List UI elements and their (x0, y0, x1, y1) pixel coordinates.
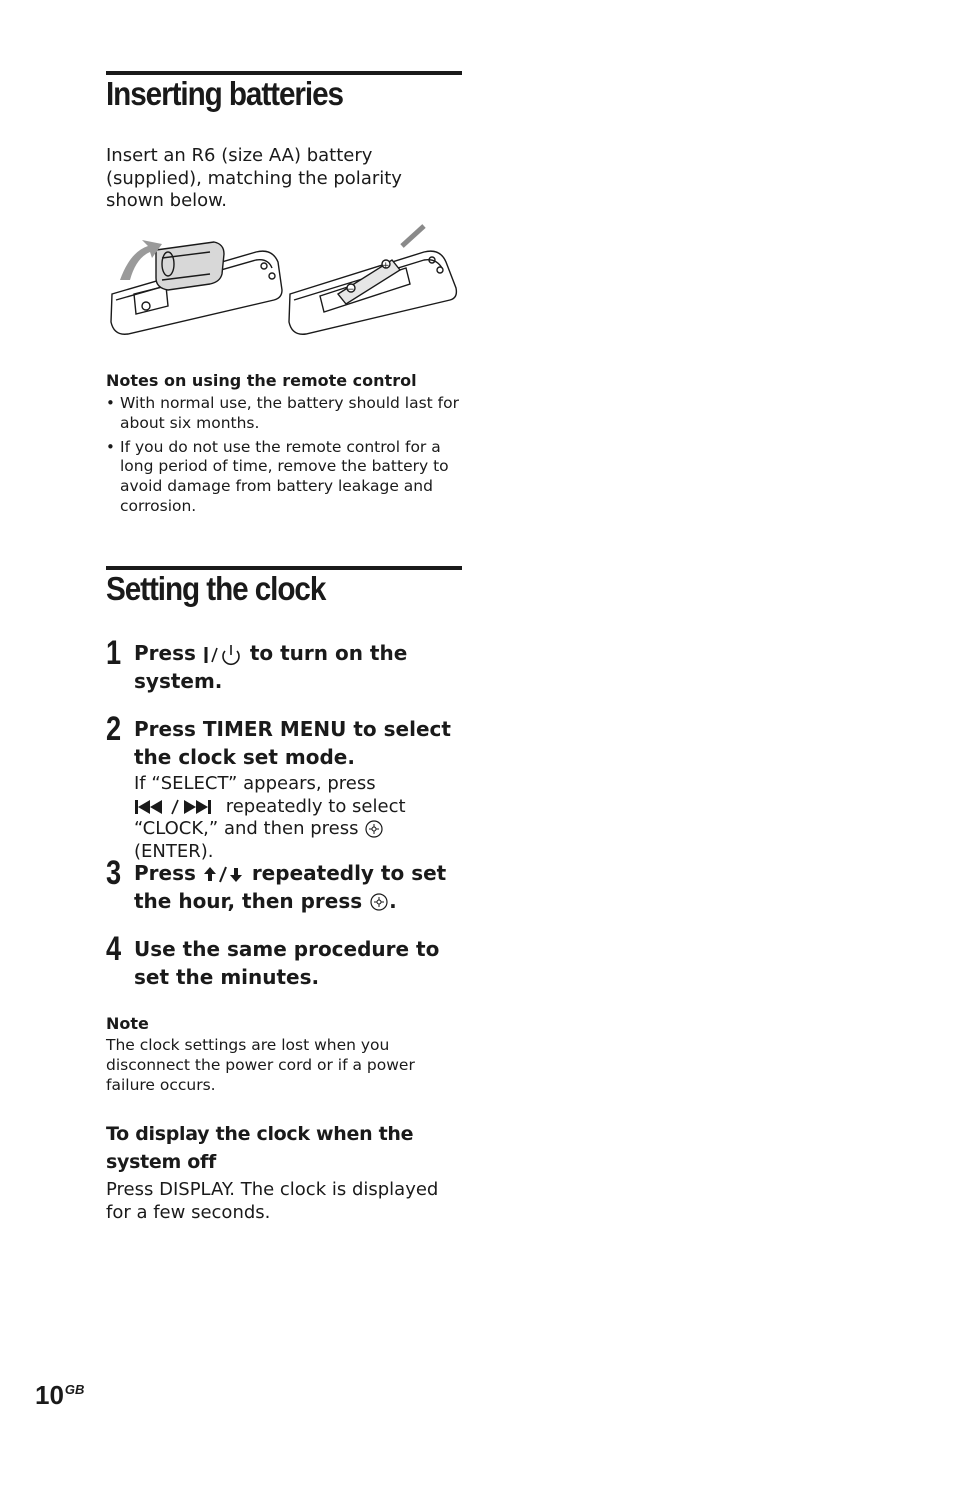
power-icon (203, 643, 243, 667)
step-number: 4 (106, 930, 122, 968)
intro-text: Insert an R6 (size AA) battery (supplied), matching the polarity shown below. (106, 145, 402, 211)
step-number: 2 (106, 710, 122, 748)
list-item: • If you do not use the remote control for a long period of time, remove the battery to avoid damage from battery leakage and corrosion. (106, 437, 449, 515)
subheading: To display the clock when the system off (106, 1123, 414, 1173)
page-number: $10^{GB}$ (35, 1380, 85, 1410)
step-title: Press TIMER MENU to select the clock set mode. (134, 717, 451, 769)
step-number: 3 (106, 854, 122, 892)
note-title: Note (106, 1014, 149, 1033)
svg-text:+: + (382, 261, 390, 271)
list-item: • With normal use, the battery should last for about six months. (106, 394, 459, 432)
svg-text:−: − (347, 285, 355, 295)
step-title: Press repeatedly to set the hour, then press . (134, 861, 447, 913)
up-down-arrow-icon (203, 865, 245, 885)
enter-icon (369, 892, 389, 912)
step-number: 1 (106, 634, 122, 672)
bullet-icon: • (106, 394, 115, 412)
notes-list (106, 394, 462, 517)
remote-battery-figure (106, 222, 462, 340)
note-text: The clock settings are lost when you disconnect the power cord or if a power failure occurs. (106, 1036, 415, 1094)
notes-title: Notes on using the remote control (106, 371, 417, 390)
intro-block (106, 145, 462, 213)
step-description: If “SELECT” appears, press repeatedly to select “CLOCK,” and then press (ENTER). (134, 773, 406, 862)
step-title: Use the same procedure to set the minutes. (134, 937, 440, 989)
display-clock-block (106, 1121, 462, 1224)
notes-block (106, 371, 462, 521)
bullet-icon: • (106, 437, 115, 456)
page-suffix: GB (64, 1382, 85, 1397)
prev-next-icon (134, 798, 220, 816)
enter-icon (364, 819, 384, 839)
section-title-setting-clock: Setting the clock (106, 570, 326, 607)
section-title-inserting-batteries: Inserting batteries (106, 75, 343, 112)
step-title: Press to turn on the system. (134, 641, 408, 693)
subheading-text: Press DISPLAY. The clock is displayed for a few seconds. (106, 1179, 439, 1223)
note-block (106, 1014, 462, 1095)
battery-illustration (106, 222, 462, 340)
